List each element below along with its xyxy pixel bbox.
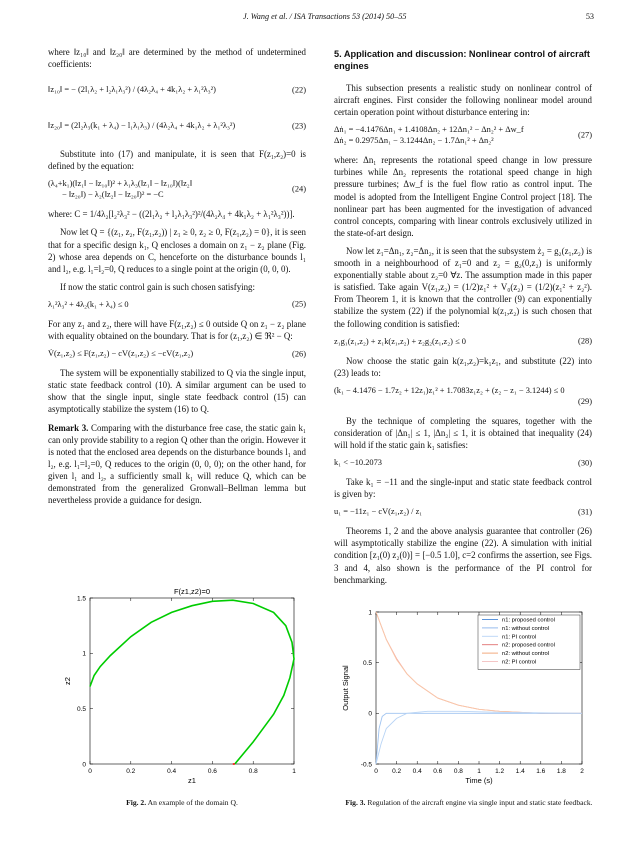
section-heading: 5. Application and discussion: Nonlinear control of aircraft engines: [334, 49, 590, 71]
equation-29: (k₁ − 4.1476 − 1.7z₂ + 12z₁)z₁² + 1.7083z₁z₂ + (z₂ − z₁ − 3.1244) ≤ 0 (29): [334, 385, 592, 406]
legend-entry: n2: without control: [502, 651, 550, 658]
y-axis-label: Output Signal: [341, 665, 350, 711]
legend-entry: n2: PI control: [502, 659, 537, 666]
equation-22: ‖z₁₀‖ = − (2l₁λ₂ + l₂λ₁λ₃²) / (4λ₂λ₄ + 4k₁λ₂ + λ₁²λ₃²) (22): [48, 85, 306, 95]
figure-2-caption: Fig. 2. An example of the domain Q.: [126, 798, 238, 807]
legend-entry: n1: proposed control: [502, 617, 555, 624]
paragraph: For any z₁ and z₂, there will have F(z₁,z₂) ≤ 0 outside Q on z₁ − z₂ plane with equality obtained on the boundary. That is for (z₁,z₂) ∈ ℜ² − Q:: [48, 318, 306, 342]
x-tick-label: 0.4: [412, 768, 422, 775]
x-tick-label: 2: [580, 768, 584, 775]
x-tick-label: 1.8: [556, 768, 566, 775]
paragraph: By the technique of completing the squares, together with the consideration of |Δn₁| ≤ 1, |Δn₂| ≤ 1, it is obtained that inequality (24) will hold if the static gain k₁ satisfies:: [334, 415, 592, 450]
figure-2-chart: [48, 584, 316, 794]
running-header: [48, 12, 594, 26]
x-tick-label: 0.6: [433, 768, 443, 775]
paragraph: where: Δn₁ represents the rotational speed change in low pressure turbines while Δn₂ represents the rotational speed change in high pressure turbines; Δw_f is the fuel flow ratio as control input. The model is adopted from the Intelligent Engine Control project [18]. The nonlinear part has been augmented for the investigation of advanced control concepts, comparing with linear controls exclusively utilized in the state-of-art design.: [334, 155, 592, 238]
paragraph: The system will be exponentially stabilized to Q via the single input, static state feedback control (10). A similar argument can be used to show that the single input, single state feedback control (15) can asymptotically stabilize the system (16) to Q.: [48, 368, 306, 415]
x-tick-label: 0.4: [167, 768, 177, 775]
y-tick-label: 0: [368, 710, 372, 718]
x-tick-label: 0.8: [453, 768, 463, 775]
page-number: 53: [585, 12, 594, 21]
equation-27: Δṅ₁ = −4.1476Δn₁ + 1.4108Δn₂ + 12Δn₁² − Δn₂² + Δw_f Δṅ₂ = 0.2975Δn₁ − 3.1244Δn₂ − 1.7Δn₁² + Δn₂² (27): [334, 125, 592, 146]
y-tick-label: -0.5: [360, 761, 372, 769]
x-tick-label: 1.4: [515, 768, 525, 775]
right-column: [334, 46, 592, 592]
left-column: [48, 46, 306, 512]
remark: [48, 422, 306, 507]
equation-25: λ₁²λ₃² + 4λ₂(k₁ + λ₄) ≤ 0 (25): [48, 299, 306, 309]
x-tick-label: 0.2: [126, 768, 136, 775]
paragraph: If now the static control gain is such chosen satisfying:: [60, 281, 255, 292]
y-tick-label: 0.5: [362, 659, 372, 667]
legend-entry: n1: without control: [502, 625, 550, 632]
y-tick-label: 0: [82, 761, 86, 769]
equation-30: k₁ < −10.2073 (30): [334, 458, 592, 468]
y-axis-label: z2: [63, 677, 72, 685]
paragraph: Now choose the static gain k(z₁,z₂)=k₁z₁, and substitute (22) into (23) leads to:: [334, 355, 592, 378]
x-tick-label: 0.8: [248, 768, 258, 775]
x-tick-label: 0.6: [207, 768, 217, 775]
remark-label: Remark 3.: [48, 422, 89, 433]
figure-3-chart: [334, 598, 596, 794]
x-axis-label: z1: [188, 776, 196, 785]
remark-text: Comparing with the disturbance free case, the static gain k₁ can only provide stability to a region Q other than the origin. However it is noted that the enclosed area depends on the disturbance bounds l₁ and l₂, e.g. l₁=l₂=0, Q reduces to the origin (0, 0, 0); on the other hand, for given l₁ and l₂, a sufficiently small k₁ will reduce Q, which can be demonstrated from the generalized Gronwall–Bellman lemma but nevertheless provide a guidance for design.: [48, 422, 307, 506]
y-tick-label: 1: [368, 609, 372, 617]
paragraph: Now let Q = {(z₁, z₂, F(z₁,z₂)) | z₁ ≥ 0, z₂ ≥ 0, F(z₁,z₂) = 0}, it is seen that for a specific design k₁, Q encloses a domain on z₁ − z₂ plane (Fig. 2) whose area depends on C, henceforte on the disturbance bounds l₁ and l₂, e.g. l₁=l₂=0, Q reduces to a single point at the origin (0, 0, 0).: [48, 227, 306, 274]
equation-24: (λ₄+k₁)(‖z₁‖ − ‖z₁₀‖)² + λ₁λ₃(‖z₁‖ − ‖z₁₀‖)(‖z₂‖ − ‖z₂₀‖) − λ₂(‖z₂‖ − ‖z₂₀‖)² = −C (24): [48, 179, 306, 200]
y-tick-label: 1: [82, 650, 86, 658]
paragraph: Theorems 1, 2 and the above analysis guarantee that controller (26) will asymptotically stabilize the engine (22). A simulation with initial condition [z₁(0) z₂(0)] = [−0.5 1.0], c=2 confirms the assertion, see Figs. 3 and 4, also shown is the performance of the PI control for benchmarking.: [334, 526, 592, 585]
equation-31: u₁ = −11z₁ − cV(z₁,z₂) / z₁ (31): [334, 507, 592, 517]
journal-citation: J. Wang et al. / ISA Transactions 53 (2014) 50–55: [243, 12, 407, 21]
chart-title: F(z1,z2)=0: [173, 587, 211, 596]
paragraph: This subsection presents a realistic study on nonlinear control of aircraft engines. First consider the following nonlinear model around certain operation point without disturbance entering in:: [334, 83, 592, 118]
x-tick-label: 0.2: [392, 768, 402, 775]
x-tick-label: 0: [374, 768, 378, 775]
equation-26: V̇(z₁,z₂) ≤ F(z₁,z₂) − cV(z₁,z₂) ≤ −cV(z₁,z₂) (26): [48, 349, 306, 359]
x-tick-label: 1: [477, 768, 481, 775]
x-tick-label: 1.6: [536, 768, 546, 775]
x-tick-label: 0: [88, 768, 92, 775]
figure-3-caption: Fig. 3. Regulation of the aircraft engine via single input and static state feedback.: [345, 798, 593, 807]
plot-frame: [90, 598, 294, 764]
paragraph: where ‖z₁₀‖ and ‖z₂₀‖ are determined by the method of undetermined coefficients:: [48, 47, 306, 70]
paragraph: Now let z₁=Δn₁, z₂=Δn₂, it is seen that the subsystem ż₂ = g₂(z₁,z₂) is smooth in a neighbourhood of z₁=0 and z₂ = g₂(0,z₂) is uniformly exponentially stable about z₂=0 ∀z. The assumption made in this paper is satisfied. Take again V(z₁,z₂) = (1/2)z₁² + V₀(z₂) = (1/2)(z₁² + z₂²). From Theorem 1, it is known that the controller (9) can exponentially stabilize the system (22) if the polynomial k(z₁,z₂) is such chosen that the following condition is satisfied:: [334, 245, 592, 329]
paragraph: Take k₁ = −11 and the single-input and static state feedback control is given by:: [334, 477, 592, 500]
equation-23: ‖z₂₀‖ = (2l₂λ₃(k₁ + λ₄) − l₁λ₁λ₃) / (4λ₂λ₄ + 4k₁λ₂ + λ₁²λ₃²) (23): [48, 121, 306, 131]
legend-entry: n2: proposed control: [502, 642, 555, 649]
paragraph: where: C = 1/4λ₂[l₂²λ₃² − ((2l₁λ₂ + l₂λ₁λ₃²)²/(4λ₂λ₄ + 4k₁λ₂ + λ₁²λ₃²))].: [48, 209, 295, 220]
legend-entry: n1: PI control: [502, 634, 537, 641]
x-axis-label: Time (s): [465, 776, 493, 785]
y-tick-label: 0.5: [76, 705, 86, 713]
x-tick-label: 1.2: [495, 768, 505, 775]
equation-28: z₁g₁(z₁,z₂) + z₁k(z₁,z₂) + z₂g₂(z₁,z₂) ≤ 0 (28): [334, 336, 592, 346]
x-tick-label: 1: [292, 768, 296, 775]
y-tick-label: 1.5: [76, 595, 86, 603]
paragraph: Substitute into (17) and manipulate, it is seen that F(z₁,z₂)=0 is defined by the equation:: [48, 149, 306, 172]
